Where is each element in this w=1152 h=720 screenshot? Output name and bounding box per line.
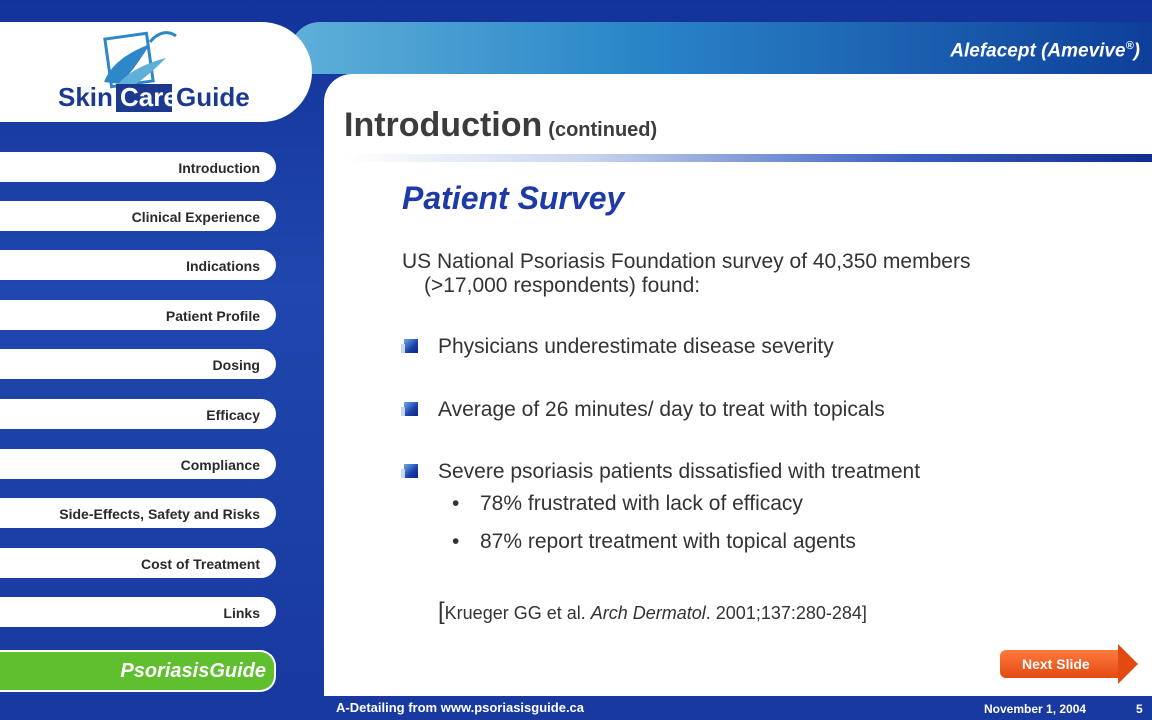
section-title: Patient Survey — [402, 180, 625, 216]
nav-item-compliance[interactable]: Compliance — [0, 449, 276, 479]
nav-item-side-effects[interactable]: Side-Effects, Safety and Risks — [0, 498, 276, 528]
nav-item-clinical-experience[interactable]: Clinical Experience — [0, 201, 276, 231]
footer-date: November 1, 2004 — [984, 702, 1087, 716]
sub-list-item — [452, 492, 803, 516]
nav-item-efficacy[interactable]: Efficacy — [0, 399, 276, 429]
dot-bullet-icon: • — [452, 530, 460, 553]
reference-citation: [Krueger GG et al. Arch Dermatol. 2001;137:280-284] — [438, 598, 867, 625]
nav-item-dosing[interactable]: Dosing — [0, 349, 276, 379]
square-bullet-icon — [404, 402, 418, 416]
page-title: Introduction (continued) — [344, 106, 658, 144]
logo-word-care: Care — [120, 82, 178, 112]
next-slide-button[interactable]: Next Slide — [1000, 650, 1120, 678]
nav-item-indications[interactable]: Indications — [0, 250, 276, 280]
dot-bullet-icon: • — [452, 492, 460, 515]
nav-item-links[interactable]: Links — [0, 597, 276, 627]
title-divider — [344, 154, 1152, 162]
logo-mark-icon — [104, 33, 176, 88]
sub-list-item — [452, 530, 856, 554]
sub-bullet-text: 87% report treatment with topical agents — [480, 530, 856, 553]
page-title-suffix: (continued) — [548, 119, 658, 141]
bullet-text: Physicians underestimate disease severity — [438, 335, 834, 358]
psoriasisguide-brand-tab[interactable]: PsoriasisGuide — [0, 650, 276, 692]
logo-panel — [0, 22, 312, 122]
intro-text — [402, 250, 1102, 298]
nav-item-patient-profile[interactable]: Patient Profile — [0, 300, 276, 330]
slide-number: 5 — [1136, 702, 1143, 716]
square-bullet-icon — [404, 339, 418, 353]
skin-care-guide-logo[interactable] — [0, 22, 312, 122]
logo-word-skin: Skin — [58, 82, 113, 112]
nav-item-cost-of-treatment[interactable]: Cost of Treatment — [0, 548, 276, 578]
footer-source: A-Detailing from www.psoriasisguide.ca — [336, 700, 585, 715]
bullet-text: Average of 26 minutes/ day to treat with topicals — [438, 398, 885, 421]
square-bullet-icon — [404, 464, 418, 478]
nav-item-introduction[interactable]: Introduction — [0, 152, 276, 182]
header-title: Alefacept (Amevive®) — [950, 40, 1140, 62]
sub-bullet-text: 78% frustrated with lack of efficacy — [480, 492, 803, 515]
intro-line-1: US National Psoriasis Foundation survey of 40,350 members — [402, 250, 971, 273]
bullet-text: Severe psoriasis patients dissatisfied with treatment — [438, 460, 921, 483]
intro-line-2: (>17,000 respondents) found: — [424, 274, 701, 298]
logo-word-guide: Guide — [176, 82, 250, 112]
